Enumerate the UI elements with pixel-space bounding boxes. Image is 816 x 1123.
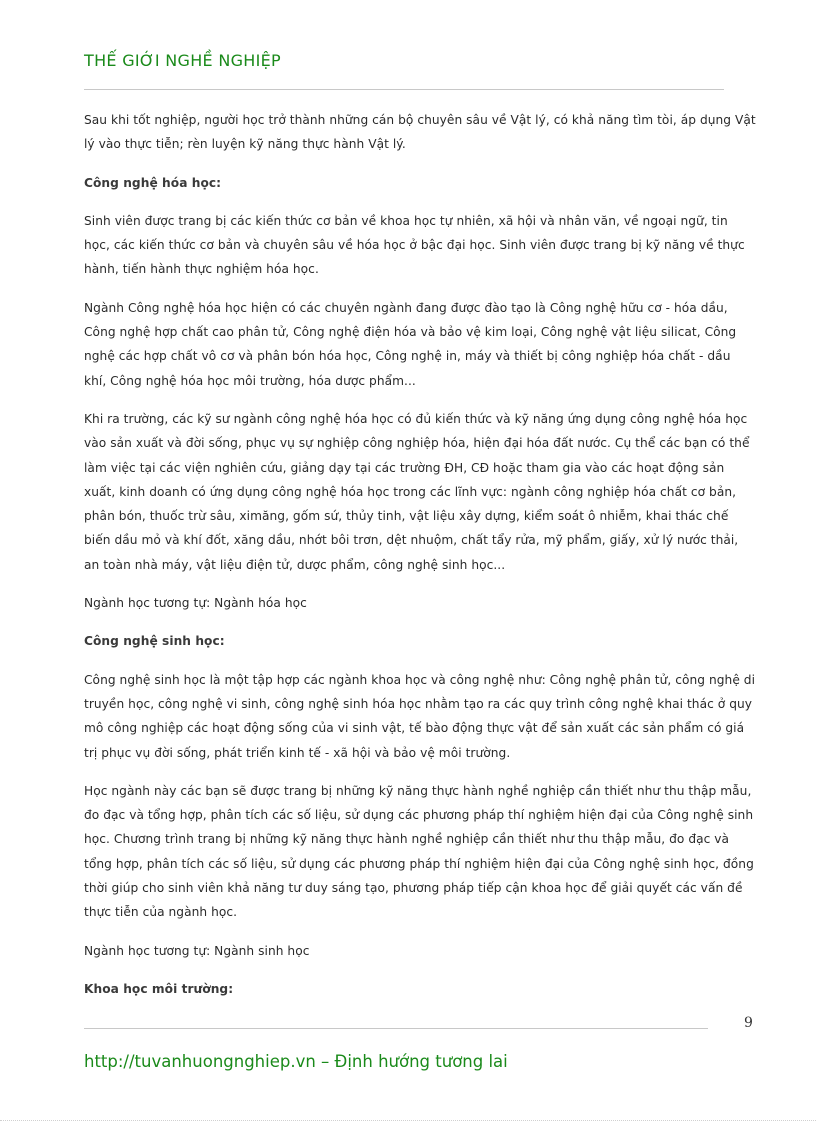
page-bottom-edge	[0, 1120, 816, 1121]
body-paragraph: Ngành Công nghệ hóa học hiện có các chuyên ngành đang được đào tạo là Công nghệ hữu cơ - hóa dầu, Công nghệ hợp chất cao phân tử, Công nghệ điện hóa và bảo vệ kim loại, Công nghệ vật liệu silicat, Công nghệ các hợp chất vô cơ và phân bón hóa học, Công nghệ in, máy và thiết bị công nghiệp hóa chất - dầu khí, Công nghệ hóa học môi trường, hóa dược phẩm...	[84, 300, 737, 388]
section-heading: Khoa học môi trường:	[84, 981, 234, 996]
body-paragraph: Ngành học tương tự: Ngành sinh học	[84, 943, 310, 958]
body-paragraph: Sinh viên được trang bị các kiến thức cơ bản về khoa học tự nhiên, xã hội và nhân văn, về ngoại ngữ, tin học, các kiến thức cơ bản và chuyên sâu về hóa học ở bậc đại học. Sinh viên được trang bị kỹ năng về thực hành, tiến hành thực nghiệm hóa học.	[84, 213, 745, 277]
body-paragraph: Học ngành này các bạn sẽ được trang bị những kỹ năng thực hành nghề nghiệp cần thiết như thu thập mẫu, đo đạc và tổng hợp, phân tích các số liệu, sử dụng các phương pháp thí nghiệm hiện đại của Công nghệ sinh học. Chương trình trang bị những kỹ năng thực hành nghề nghiệp cần thiết như thu thập mẫu, đo đạc và tổng hợp, phân tích các số liệu, sử dụng các phương pháp thí nghiệm hiện đại của Công nghệ sinh học, đồng thời giúp cho sinh viên khả năng tư duy sáng tạo, phương pháp tiếp cận khoa học để giải quyết các vấn đề thực tiễn của ngành học.	[84, 783, 754, 920]
section-heading: Công nghệ hóa học:	[84, 175, 222, 190]
body-paragraph: Ngành học tương tự: Ngành hóa học	[84, 596, 307, 611]
footer-divider	[84, 1028, 708, 1029]
body-paragraph: Sau khi tốt nghiệp, người học trở thành những cán bộ chuyên sâu về Vật lý, có khả năng tìm tòi, áp dụng Vật lý vào thực tiễn; rèn luyện kỹ năng thực hành Vật lý.	[84, 113, 756, 152]
page-header-title: THẾ GIỚI NGHỀ NGHIỆP	[84, 51, 281, 70]
header-divider	[84, 89, 724, 90]
document-body	[84, 108, 756, 1015]
section-heading: Công nghệ sinh học:	[84, 634, 225, 649]
body-paragraph: Khi ra trường, các kỹ sư ngành công nghệ hóa học có đủ kiến thức và kỹ năng ứng dụng công nghệ hóa học vào sản xuất và đời sống, phục vụ sự nghiệp công nghiệp hóa, hiện đại hóa đất nước. Cụ thể các bạn có thể làm việc tại các viện nghiên cứu, giảng dạy tại các trường ĐH, CĐ hoặc tham gia vào các hoạt động sản xuất, kinh doanh có ứng dụng công nghệ hóa học trong các lĩnh vực: ngành công nghiệp hóa chất cơ bản, phân bón, thuốc trừ sâu, ximăng, gốm sứ, thủy tinh, vật liệu xây dựng, kiểm soát ô nhiễm, khai thác chế biến dầu mỏ và khí đốt, xăng dầu, nhớt bôi trơn, dệt nhuộm, chất tẩy rửa, mỹ phẩm, giấy, xử lý nước thải, an toàn nhà máy, vật liệu điện tử, dược phẩm, công nghệ sinh học...	[84, 411, 750, 572]
page-number: 9	[744, 1015, 753, 1031]
body-paragraph: Công nghệ sinh học là một tập hợp các ngành khoa học và công nghệ như: Công nghệ phân tử, công nghệ di truyền học, công nghệ vi sinh, công nghệ sinh hóa học nhằm tạo ra các quy trình công nghệ khai thác ở quy mô công nghiệp các hoạt động sống của vi sinh vật, tế bào động thực vật để sản xuất các sản phẩm có giá trị phục vụ đời sống, phát triển kinh tế - xã hội và bảo vệ môi trường.	[84, 672, 756, 760]
footer-link[interactable]: http://tuvanhuongnghiep.vn – Định hướng tương lai	[84, 1052, 508, 1071]
